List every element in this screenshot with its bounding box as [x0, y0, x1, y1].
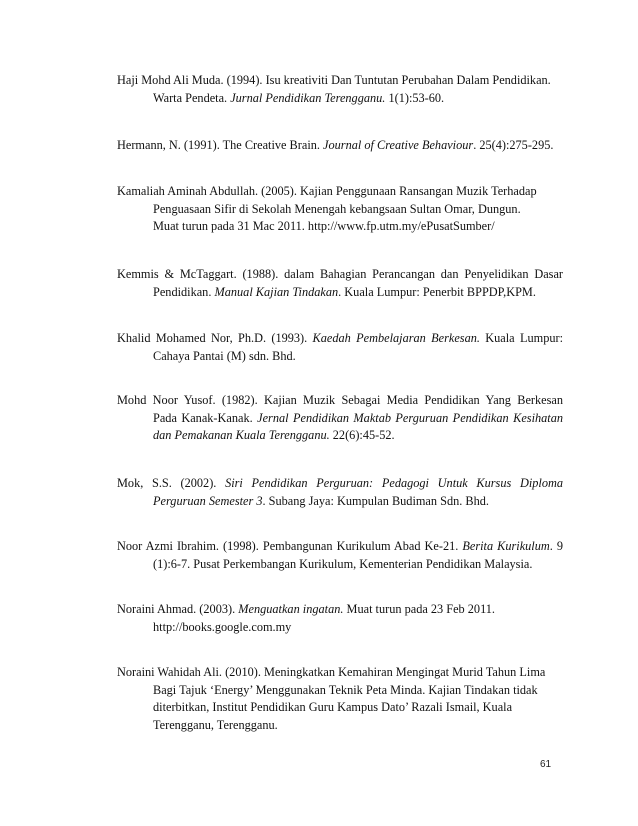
text-run: 1(1):53-60.	[385, 90, 445, 105]
text-run: Khalid Mohamed Nor, Ph.D. (1993).	[117, 331, 313, 345]
reference-line	[117, 410, 563, 428]
text-run: (1):6-7. Pusat Perkembangan Kurikulum, Kementerian Pendidikan Malaysia.	[153, 556, 533, 571]
text-run: Mok, S.S. (2002).	[117, 476, 226, 490]
reference-entry-4	[117, 266, 563, 301]
text-run: . 9	[549, 539, 563, 553]
text-run: . 25(4):275-295.	[473, 138, 554, 152]
reference-line	[117, 183, 563, 201]
reference-line	[117, 72, 563, 90]
italic-title: dan Pemakanan Kuala Terengganu.	[153, 428, 330, 442]
reference-entry-7	[117, 475, 563, 510]
italic-title: Menguatkan ingatan.	[238, 602, 344, 616]
reference-entry-10	[117, 664, 563, 734]
italic-title: Siri Pendidikan Perguruan: Pedagogi Untuk Kursus Diploma	[225, 476, 563, 490]
reference-line	[117, 90, 563, 108]
text-run: Kuala Lumpur:	[479, 331, 563, 345]
text-run: Kemmis & McTaggart. (1988). dalam Bahagian Perancangan dan Penyelidikan Dasar	[117, 267, 563, 281]
reference-line	[117, 284, 563, 302]
reference-line	[117, 475, 563, 493]
reference-line	[117, 348, 563, 366]
text-run: Muat turun pada 31 Mac 2011. http://www.fp.utm.my/ePusatSumber/	[153, 219, 495, 233]
italic-title: Manual Kajian Tindakan	[214, 284, 339, 299]
reference-line	[117, 392, 563, 410]
text-run: 22(6):45-52.	[329, 428, 395, 442]
reference-line	[117, 493, 563, 511]
reference-line	[117, 619, 563, 637]
text-run: diterbitkan, Institut Pendidikan Guru Kampus Dato’ Razali Ismail, Kuala	[153, 700, 513, 714]
text-run: Hermann, N. (1991). The Creative Brain.	[117, 138, 324, 152]
italic-title: Jurnal Pendidikan Terengganu.	[230, 90, 386, 105]
text-run: Terengganu, Terengganu.	[153, 717, 278, 732]
reference-entry-6	[117, 392, 563, 445]
reference-line	[117, 717, 563, 735]
reference-entry-8	[117, 538, 563, 573]
reference-line	[117, 682, 563, 700]
reference-entry-3	[117, 183, 563, 236]
italic-title: Perguruan Semester 3	[153, 493, 263, 508]
reference-entry-1	[117, 72, 563, 107]
reference-line	[117, 664, 563, 682]
text-run: http://books.google.com.my	[153, 619, 292, 634]
italic-title: Journal of Creative Behaviour	[323, 138, 474, 152]
italic-title: Kaedah Pembelajaran Berkesan.	[312, 331, 480, 345]
text-run: . Subang Jaya: Kumpulan Budiman Sdn. Bhd.	[262, 493, 489, 508]
text-run: Bagi Tajuk ‘Energy’ Menggunakan Teknik Peta Minda. Kajian Tindakan tidak	[153, 682, 538, 697]
reference-line	[117, 556, 563, 574]
reference-line	[117, 137, 563, 155]
reference-entry-9	[117, 601, 563, 636]
page-number: 61	[540, 759, 552, 770]
reference-entry-2	[117, 137, 563, 155]
text-run: Haji Mohd Ali Muda. (1994). Isu kreativiti Dan Tuntutan Perubahan Dalam Pendidikan.	[117, 73, 551, 87]
reference-entry-5	[117, 330, 563, 365]
reference-line	[117, 330, 563, 348]
text-run: Pendidikan.	[153, 284, 215, 299]
text-run: Noraini Ahmad. (2003).	[117, 602, 239, 616]
text-run: Noor Azmi Ibrahim. (1998). Pembangunan Kurikulum Abad Ke-21.	[117, 539, 463, 553]
reference-line	[117, 201, 563, 219]
italic-title: Jernal Pendidikan Maktab Perguruan Pendidikan Kesihatan	[257, 410, 563, 425]
reference-line	[117, 601, 563, 619]
text-run: Noraini Wahidah Ali. (2010). Meningkatkan Kemahiran Mengingat Murid Tahun Lima	[117, 665, 546, 679]
text-run: Mohd Noor Yusof. (1982). Kajian Muzik Sebagai Media Pendidikan Yang Berkesan	[117, 393, 563, 407]
text-run: Pada Kanak-Kanak.	[153, 410, 258, 425]
reference-line	[117, 218, 563, 236]
reference-line	[117, 699, 563, 717]
text-run: Kamaliah Aminah Abdullah. (2005). Kajian Penggunaan Ransangan Muzik Terhadap	[117, 184, 537, 198]
reference-line	[117, 538, 563, 556]
text-run: Penguasaan Sifir di Sekolah Menengah kebangsaan Sultan Omar, Dungun.	[153, 201, 521, 216]
text-run: Warta Pendeta.	[153, 90, 231, 105]
reference-line	[117, 427, 563, 445]
text-run: Muat turun pada 23 Feb 2011.	[343, 602, 495, 616]
text-run: Cahaya Pantai (M) sdn. Bhd.	[153, 348, 296, 363]
text-run: . Kuala Lumpur: Penerbit BPPDP,KPM.	[338, 284, 536, 299]
italic-title: Berita Kurikulum	[462, 539, 550, 553]
reference-line	[117, 266, 563, 284]
